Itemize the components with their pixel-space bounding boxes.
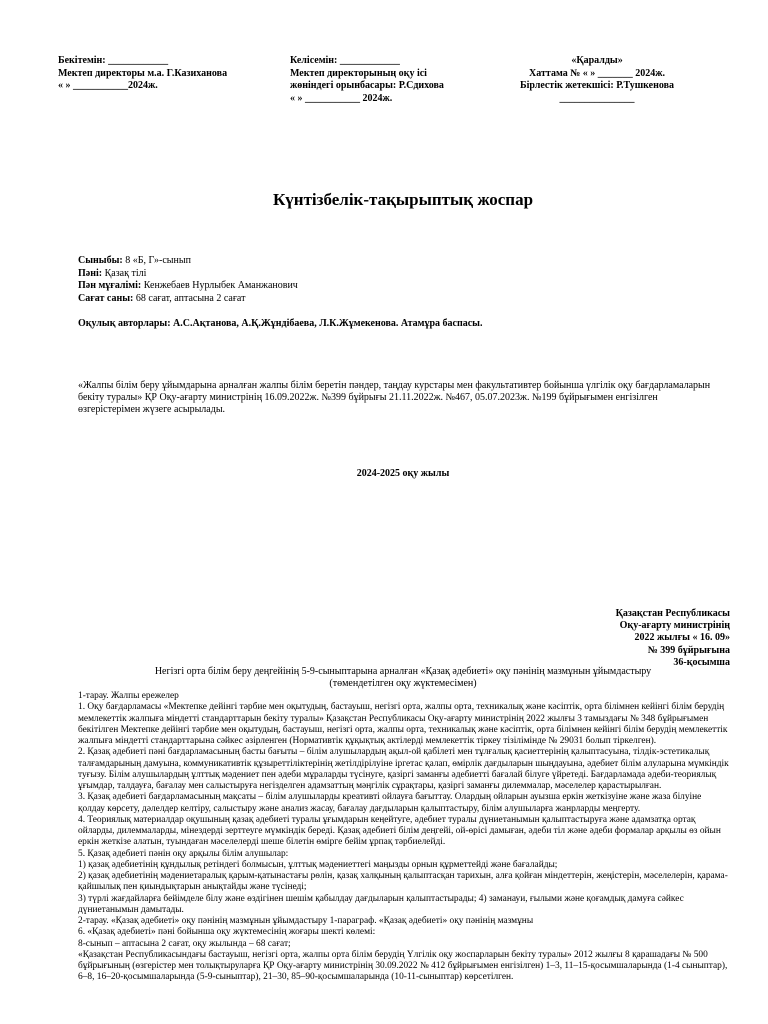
- course-info: [78, 255, 298, 305]
- subject-label: Пәні:: [78, 267, 103, 279]
- reviewed-label: «Қаралды»: [571, 55, 623, 66]
- reviewed-signature: _______________: [559, 92, 635, 104]
- program-body: [78, 691, 730, 984]
- approve-block: [58, 55, 227, 93]
- body-paragraph: 2. Қазақ әдебиеті пәні бағдарламасының басты бағыты – білім алушылардың ақыл-ой қабілеті мен тұлғалық қасиеттерінің қалыптасуына, тілдік-эстетикалық талғамдарының дамуына, коммуникативтік құзыреттіліктерінің жетілдірілуіне іргетас қалап, өмірлік дағдыларын шыңдауына, әдебиет білім алуларына мүмкіндік туғызу. Білім алушылардың ұлттық мәдениет пен әдеби мұраларды түсінуге, қазіргі заманғы әдебиетті бағалай білуге үйретеді. Бағдарламада әдеби-теориялық ұғымдар, талдауға, бағалау мен салыстыруға негізделген адамзаттың мәңгілік сұрақтары, қазіргі заманғы дилеммалар, мәселелер қарастырылған.: [78, 747, 729, 791]
- reviewed-block: [520, 55, 674, 105]
- agree-label: Келісемін: ____________: [290, 55, 400, 66]
- approve-date: « » ___________2024ж.: [58, 80, 158, 91]
- class-value: 8 «Б, Г»-сынып: [122, 255, 191, 266]
- list-item: 3) түрлі жағдайларға бейімделе білу және өздігінен шешім қабылдау дағдыларын қалыптастырады; 4) заманауи, ғылыми және қоғамдық дамуға сәйкес дүниетанымын дамытады.: [78, 893, 684, 915]
- textbook-authors: Оқулық авторлары: А.С.Ақтанова, А.Қ.Жұндібаева, Л.К.Жұмекенова. Атамұра баспасы.: [78, 318, 483, 329]
- program-title-line-2: (төмендетілген оқу жүктемесімен): [329, 678, 477, 689]
- approve-label: Бекітемін: ____________: [58, 55, 169, 66]
- chapter-1-heading: 1-тарау. Жалпы ережелер: [78, 691, 179, 701]
- approval-appendix: [616, 608, 730, 669]
- body-paragraph: 4. Теориялық материалдар оқушының қазақ әдебиеті туралы ұғымдарын кеңейтуге, әдебиет туралы дүниетанымын қалыптастыруға және адамзатқа ортақ ойларды, дилеммаларды, мінездерді зерттеуге мүмкіндік береді. Қазақ әдебиеті білім деңгейі, ой-өрісі дамыған, әдеби тіл және әдеби формалар арқылы өз ойын еркін жеткізе алатын, туындаған мәселелерді шеше білетін өмірге бейім ұрпақ тәрбиелейді.: [78, 814, 721, 848]
- body-paragraph: 1. Оқу бағдарламасы «Мектепке дейінгі тәрбие мен оқытудың, бастауыш, негізгі орта, жалпы орта, техникалық және кәсіптік, орта білімнен кейінгі білім берудің мемлекеттік жалпыға міндетті стандарттарын бекіту туралы» Қазақстан Республикасы Оқу-ағарту министрінің 2022 жылғы 3 тамыздағы № 348 бұйрығымен бекітілген Мектепке дейінгі тәрбие мен оқытудың, бастауыш, негізгі орта, жалпы орта, техникалық және кәсіптік, орта білімнен кейінгі білім берудің мемлекеттік жалпыға міндетті стандарттарына сәйкес әзірленген (Нормативтік құқықтық актілерді мемлекеттік тіркеу тізілімінде № 29031 болып тіркелген).: [78, 702, 728, 746]
- program-title: [78, 666, 728, 690]
- agree-role: Мектеп директорының оқу ісі: [290, 67, 427, 79]
- teacher-row: [78, 280, 298, 293]
- subject-row: [78, 268, 298, 281]
- body-paragraph: 5. Қазақ әдебиеті пәнін оқу арқылы білім алушылар:: [78, 848, 289, 859]
- teacher-label: Пән мұғалімі:: [78, 280, 142, 291]
- document-title: Күнтізбелік-тақырыптық жоспар: [272, 190, 534, 209]
- body-paragraph: 8-сынып – аптасына 2 сағат, оқу жылында – 68 сағат;: [78, 938, 291, 949]
- program-title-line-1: Негізгі орта білім беру деңгейінің 5-9-сыныптарына арналған «Қазақ әдебиеті» оқу пәнінің мазмұнын ұйымдастыру: [154, 666, 652, 677]
- class-label: Сыныбы:: [78, 255, 123, 266]
- approval-line-1: Қазақстан Республикасы: [615, 608, 730, 619]
- school-year: 2024-2025 оқу жылы: [356, 468, 450, 479]
- chapter-2-heading: 2-тарау. «Қазақ әдебиеті» оқу пәнінің мазмұнын ұйымдастыру 1-параграф. «Қазақ әдебиеті» оқу пәнінің мазмұны: [78, 916, 534, 926]
- intro-paragraph: «Жалпы білім беру ұйымдарына арналған жалпы білім беретін пәндер, таңдау курстары мен факультативтер бойынша үлгілік оқу бағдарламаларын бекіту туралы» ҚР Оқу-ағарту министрінің 16.09.2022ж. №399 бұйрығы 21.11.2022ж. №467, 05.07.2023ж. №199 бұйрығымен енгізілген өзгерістерімен жүзеге асырылады.: [78, 380, 711, 415]
- hours-row: [78, 293, 298, 306]
- hours-label: Сағат саны:: [78, 292, 134, 304]
- body-paragraph: 6. «Қазақ әдебиеті» пәні бойынша оқу жүктемесінің жоғары шекті көлемі:: [78, 927, 376, 938]
- approve-director: Мектеп директоры м.а. Г.Казиханова: [58, 67, 228, 79]
- agree-date: « » ___________ 2024ж.: [290, 92, 393, 104]
- body-paragraph: 3. Қазақ әдебиеті бағдарламасының мақсаты – білім алушыларды креативті ойлауға бағыттау. Олардың ойларын ауызша еркін жеткізуіне және жаза білуіне қолдау көрсету, дәлелдер келтіру, салыстыру және анализ жасау, бағалау дағдыларын қалыптастыру, білім алушыларға жанрларды меңгерту.: [78, 792, 702, 814]
- agree-deputy: жөніндегі орынбасары: Р.Сдихова: [290, 80, 444, 91]
- class-row: [78, 255, 298, 268]
- approval-line-2: Оқу-ағарту министрінің: [619, 620, 730, 632]
- reviewed-protocol: Хаттама № « » _______ 2024ж.: [529, 67, 665, 79]
- list-item: 2) қазақ әдебиетінің мәдениетаралық қарым-қатынастағы рөлін, қазақ халқының қалыптасқан тарихын, алға қойған міндеттерін, жеңістерін, мәселелерін, қарама-қайшылық пен қиындықтарын анықтайды және түсінеді;: [78, 871, 728, 893]
- teacher-value: Кенжебаев Нурлыбек Аманжанович: [141, 280, 298, 291]
- approval-line-4: № 399 бұйрығына: [647, 644, 730, 656]
- subject-value: Қазақ тілі: [102, 267, 147, 279]
- hours-value: 68 сағат, аптасына 2 сағат: [133, 292, 246, 304]
- body-paragraph: «Қазақстан Республикасындағы бастауыш, негізгі орта, жалпы орта білім берудің Үлгілік оқу жоспарларын бекіту туралы» 2012 жылғы 8 қарашадағы № 500 бұйрығының (өзгерістер мен толықтыруларға ҚР Оқу-ағарту министрінің 30.09.2022 № 412 бұйрығымен енгізілген) 1–3, 11–15-қосымшаларында (1-4 сыныптар), 6–8, 16–20-қосымшаларында (5-9-сыныптар), 21–30, 85–90-қосымшаларында (10-11-сыныптар) көрсетілген.: [78, 949, 728, 983]
- approval-line-5: 36-қосымша: [673, 656, 730, 668]
- approval-line-3: 2022 жылғы « 16. 09»: [634, 632, 730, 644]
- reviewed-leader: Бірлестік жетекшісі: Р.Тушкенова: [520, 80, 675, 91]
- list-item: 1) қазақ әдебиетінің құндылық ретіндегі болмысын, ұлттық мәдениеттегі маңызды орнын құрметтейді және бағалайды;: [78, 859, 558, 870]
- agree-block: [290, 55, 444, 105]
